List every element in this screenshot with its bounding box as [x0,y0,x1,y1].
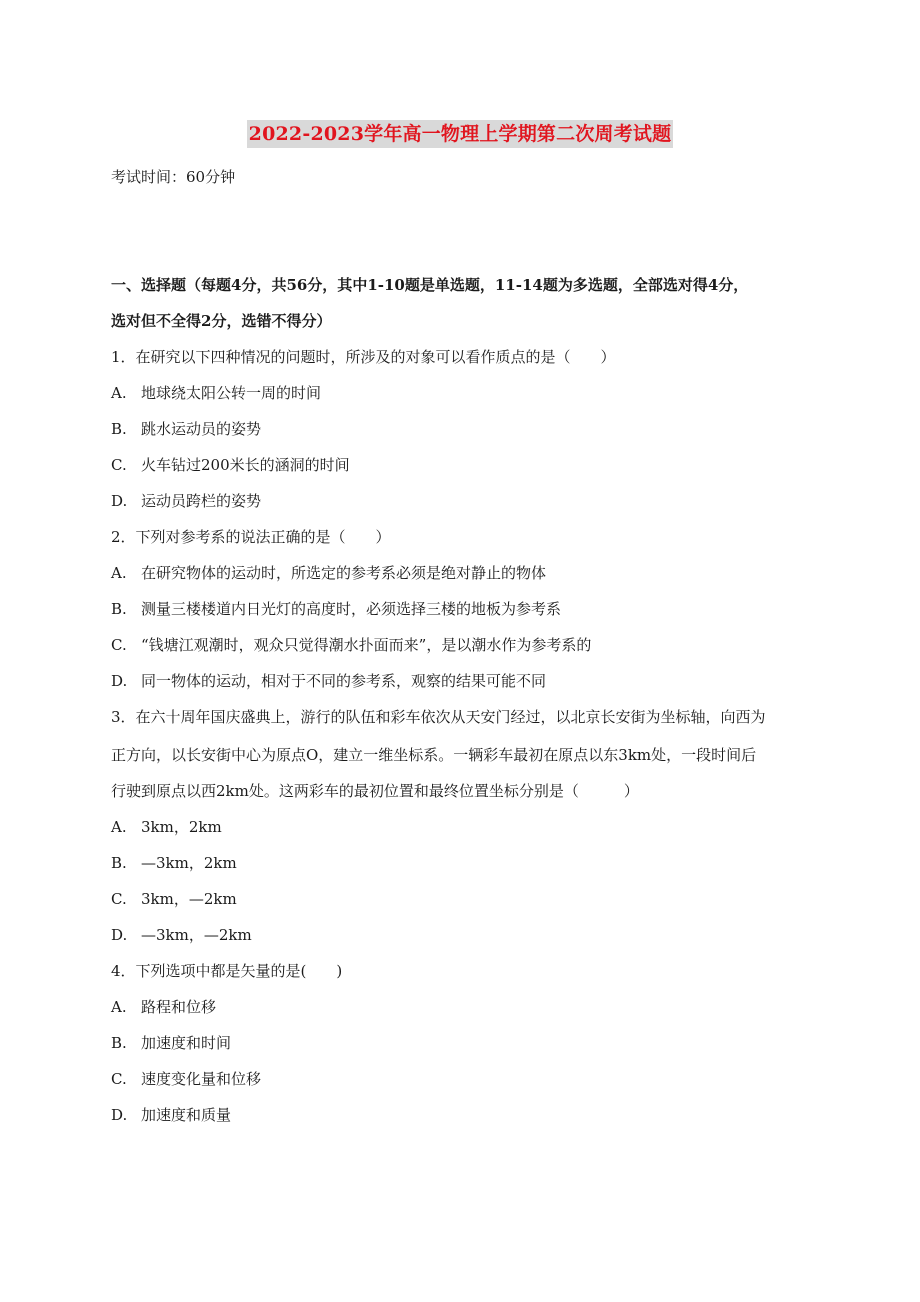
question-4-option-a [111,996,216,1018]
option-text: 火车钻过200米长的涵洞的时间 [141,456,350,474]
section-heading-line1: 一、选择题（每题4分，共56分，其中1-10题是单选题，11-14题为多选题，全部选对得4分， [111,276,749,294]
option-text: 在研究物体的运动时，所选定的参考系必须是绝对静止的物体 [141,564,547,582]
question-3-option-c [111,888,237,910]
question-3-stem-line2: 正方向，以长安街中心为原点O，建立一维坐标系。一辆彩车最初在原点以东3km处，一段时间后 [111,746,757,764]
question-3-stem-line3: 行驶到原点以西2km处。这两彩车的最初位置和最终位置坐标分别是（ ） [111,782,639,800]
option-label: C. [111,636,127,654]
option-text: —3km，—2km [141,926,252,944]
option-label: A. [111,818,127,836]
option-label: A. [111,384,127,402]
question-1-option-c [111,454,350,476]
exam-time: 考试时间：60分钟 [111,168,236,186]
option-text: 速度变化量和位移 [141,1070,262,1088]
option-text: 地球绕太阳公转一周的时间 [141,384,322,402]
option-text: 运动员跨栏的姿势 [141,492,262,510]
question-1-option-d [111,490,261,512]
question-3-option-d [111,924,252,946]
option-text: 加速度和质量 [141,1106,232,1124]
option-label: C. [111,456,127,474]
question-4-option-b [111,1032,231,1054]
option-text: “钱塘江观潮时，观众只觉得潮水扑面而来”，是以潮水作为参考系的 [141,636,592,654]
option-text: 3km，—2km [141,890,237,908]
title-container [0,120,920,148]
page-title: 2022-2023学年高一物理上学期第二次周考试题 [247,120,674,148]
option-label: C. [111,890,127,908]
question-3-option-b [111,852,237,874]
question-2-option-a [111,562,546,584]
question-3-option-a [111,816,222,838]
option-label: D. [111,492,128,510]
question-4-option-d [111,1104,231,1126]
option-label: C. [111,1070,127,1088]
option-label: B. [111,600,127,618]
question-4-option-c [111,1068,261,1090]
question-2-option-c [111,634,591,656]
option-text: 加速度和时间 [141,1034,232,1052]
question-1-option-b [111,418,261,440]
option-label: D. [111,926,128,944]
option-label: D. [111,1106,128,1124]
option-label: A. [111,564,127,582]
question-2-option-d [111,670,546,692]
option-text: 路程和位移 [141,998,217,1016]
question-1-option-a [111,382,321,404]
question-2-option-b [111,598,561,620]
option-text: 跳水运动员的姿势 [141,420,262,438]
option-label: B. [111,1034,127,1052]
option-label: D. [111,672,128,690]
option-label: B. [111,854,127,872]
option-text: —3km，2km [141,854,237,872]
option-label: A. [111,998,127,1016]
option-text: 同一物体的运动，相对于不同的参考系，观察的结果可能不同 [141,672,547,690]
question-3-stem-line1: 3．在六十周年国庆盛典上，游行的队伍和彩车依次从天安门经过，以北京长安街为坐标轴，向西为 [111,708,766,726]
question-2-stem: 2．下列对参考系的说法正确的是（ ） [111,528,391,546]
question-4-stem: 4．下列选项中都是矢量的是( ) [111,962,343,980]
option-label: B. [111,420,127,438]
question-1-stem: 1．在研究以下四种情况的问题时，所涉及的对象可以看作质点的是（ ） [111,348,616,366]
section-heading-line2: 选对但不全得2分，选错不得分） [111,312,332,330]
option-text: 3km，2km [141,818,222,836]
option-text: 测量三楼楼道内日光灯的高度时，必须选择三楼的地板为参考系 [141,600,562,618]
